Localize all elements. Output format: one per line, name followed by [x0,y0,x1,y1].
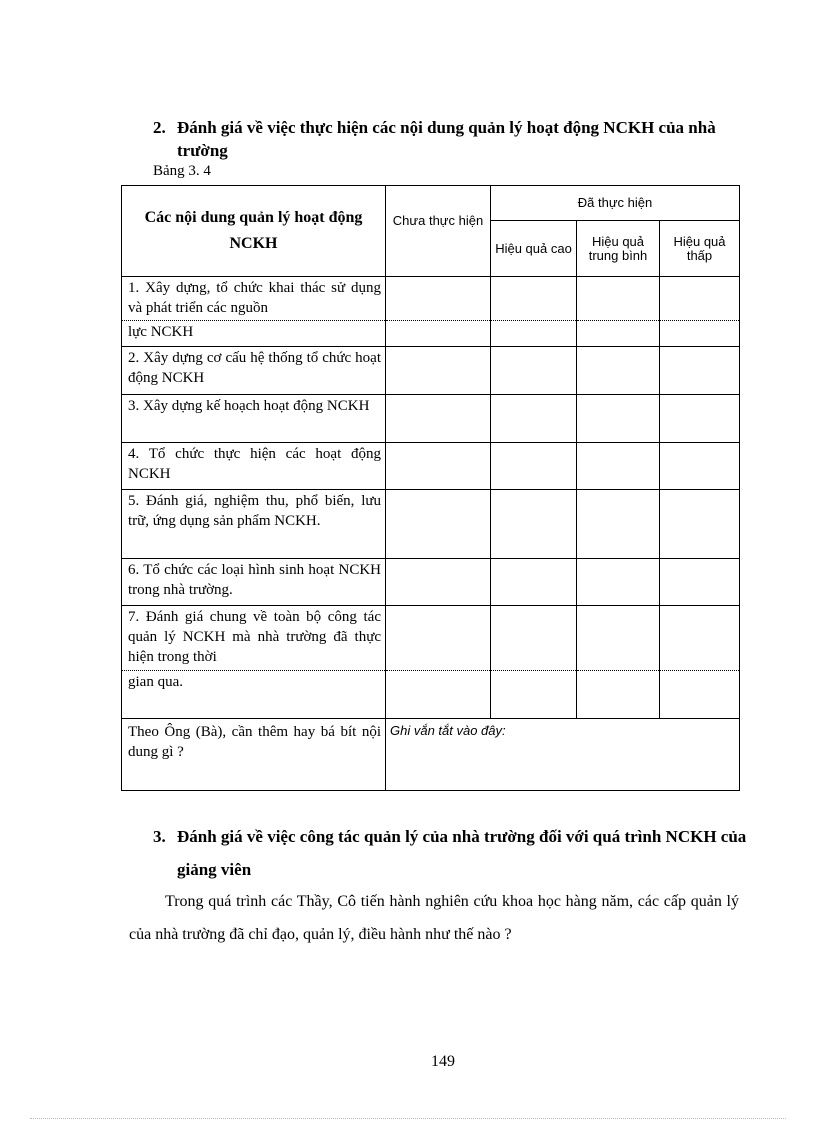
footer-rule [30,1118,786,1119]
row-7b-cell [491,671,577,719]
header-medium: Hiệu quả trung bình [577,221,660,277]
row-6-cell [491,559,577,606]
row-7b-label: gian qua. [122,671,386,719]
section-3-heading [153,820,753,886]
row-1b-cell [386,321,491,347]
row-6-cell [577,559,660,606]
row-4-cell [491,443,577,490]
row-4-cell [577,443,660,490]
row-2-cell [660,347,740,395]
row-7-cell [660,606,740,671]
row-5-cell [491,490,577,559]
row-5-label: 5. Đánh giá, nghiệm thu, phổ biến, lưu trữ, ứng dụng sản phẩm NCKH. [122,490,386,559]
row-1b-cell [577,321,660,347]
row-7-cell [491,606,577,671]
row-3-cell [491,395,577,443]
section-2-title: Đánh giá về việc thực hiện các nội dung quản lý hoạt động NCKH của nhà trường [177,118,716,160]
row-3-label: 3. Xây dựng kế hoạch hoạt động NCKH [122,395,386,443]
row-5-cell [386,490,491,559]
row-1-label: 1. Xây dựng, tổ chức khai thác sử dụng và phát triển các nguồn [122,277,386,321]
row-1b-cell [491,321,577,347]
row-6-label: 6. Tổ chức các loại hình sinh hoạt NCKH trong nhà trường. [122,559,386,606]
row-3-cell [386,395,491,443]
row-2-cell [491,347,577,395]
body-paragraph: Trong quá trình các Thầy, Cô tiến hành nghiên cứu khoa học hàng năm, các cấp quản lý của nhà trường đã chỉ đạo, quản lý, điều hành như thế nào ? [129,893,739,943]
row-1-cell [577,277,660,321]
row-7b-cell [386,671,491,719]
row-2-cell [386,347,491,395]
row-4-label: 4. Tổ chức thực hiện các hoạt động NCKH [122,443,386,490]
row-5-cell [577,490,660,559]
row-3-cell [660,395,740,443]
row-7b-cell [577,671,660,719]
section-2-number: 2. [153,118,166,137]
section-2-heading [153,116,753,162]
header-content: Các nội dung quản lý hoạt động NCKH [122,186,386,277]
page-number: 149 [431,1053,455,1070]
table-caption: Bảng 3. 4 [153,163,211,179]
row-2-cell [577,347,660,395]
row-2-label: 2. Xây dựng cơ cấu hệ thống tổ chức hoạt động NCKH [122,347,386,395]
row-4-cell [386,443,491,490]
row-7-label: 7. Đánh giá chung về toàn bộ công tác quản lý NCKH mà nhà trường đã thực hiện trong thời [122,606,386,671]
row-5-cell [660,490,740,559]
row-1-cell [491,277,577,321]
row-4-cell [660,443,740,490]
row-6-cell [660,559,740,606]
row-7-cell [577,606,660,671]
row-1b-cell [660,321,740,347]
header-high: Hiệu quả cao [491,221,577,277]
row-6-cell [386,559,491,606]
header-not-done: Chưa thực hiện [386,186,491,277]
answer-area: Ghi vắn tắt vào đây: [386,719,740,791]
section-3-title: Đánh giá về việc công tác quản lý của nhà trường đối với quá trình NCKH của giảng viên [177,827,747,879]
header-low: Hiệu quả thấp [660,221,740,277]
row-1b-label: lực NCKH [122,321,386,347]
row-7-cell [386,606,491,671]
section-3-number: 3. [153,827,166,846]
row-7b-cell [660,671,740,719]
question-label: Theo Ông (Bà), cần thêm hay bá bít nội dung gì ? [122,719,386,791]
row-1-cell [386,277,491,321]
evaluation-table [121,185,740,791]
row-3-cell [577,395,660,443]
row-1-cell [660,277,740,321]
header-done: Đã thực hiện [491,186,740,221]
